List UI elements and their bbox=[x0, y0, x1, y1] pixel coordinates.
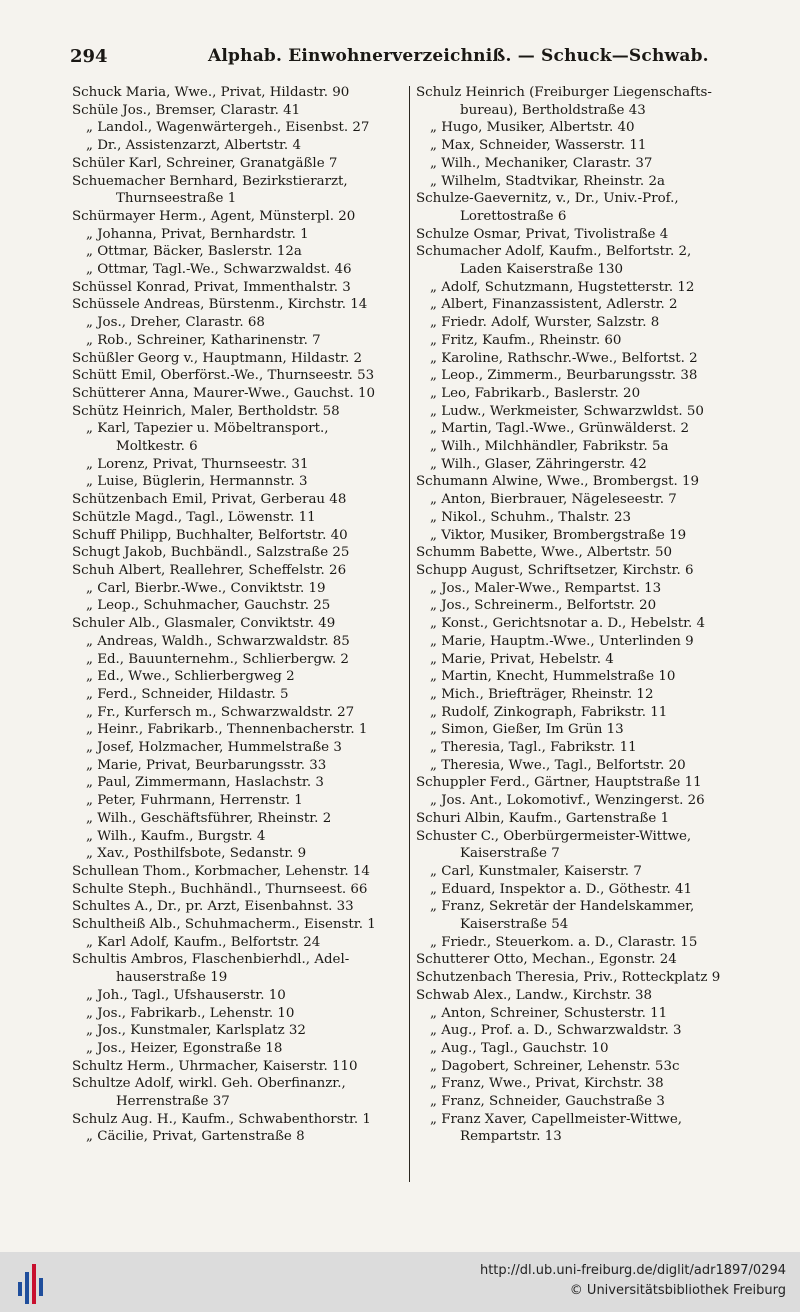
directory-entry: Kaiserstraße 7 bbox=[460, 846, 560, 862]
library-logo-icon bbox=[18, 1260, 44, 1304]
directory-entry: „ Friedr., Steuerkom. a. D., Clarastr. 15 bbox=[430, 934, 698, 950]
right-column bbox=[416, 84, 788, 1146]
directory-entry: „ Aug., Prof. a. D., Schwarzwaldstr. 3 bbox=[430, 1023, 682, 1039]
directory-entry: „ Viktor, Musiker, Brombergstraße 19 bbox=[430, 527, 687, 543]
directory-entry: „ Martin, Tagl.-Wwe., Grünwälderst. 2 bbox=[430, 421, 690, 437]
directory-entry: Schüler Karl, Schreiner, Granatgäßle 7 bbox=[72, 155, 338, 171]
directory-entry: „ Joh., Tagl., Ufshauserstr. 10 bbox=[86, 987, 286, 1003]
directory-entry: „ Adolf, Schutzmann, Hugstetterstr. 12 bbox=[430, 279, 695, 295]
directory-entry: Schultes A., Dr., pr. Arzt, Eisenbahnst. 33 bbox=[72, 899, 354, 915]
directory-entry: Schutzenbach Theresia, Priv., Rotteckplatz 9 bbox=[416, 970, 721, 986]
directory-entry: „ Jos., Kunstmaler, Karlsplatz 32 bbox=[86, 1023, 306, 1039]
directory-entry: bureau), Bertholdstraße 43 bbox=[460, 102, 646, 118]
directory-entry: Schütterer Anna, Maurer-Wwe., Gauchst. 10 bbox=[72, 385, 375, 401]
directory-entry: Herrenstraße 37 bbox=[116, 1094, 230, 1110]
directory-entry: „ Ed., Bauunternehm., Schlierbergw. 2 bbox=[86, 651, 349, 667]
directory-entry: „ Wilh., Geschäftsführer, Rheinstr. 2 bbox=[86, 810, 332, 826]
directory-entry: „ Leo, Fabrikarb., Baslerstr. 20 bbox=[430, 385, 641, 401]
directory-entry: „ Martin, Knecht, Hummelstraße 10 bbox=[430, 669, 676, 685]
directory-entry: Laden Kaiserstraße 130 bbox=[460, 262, 624, 278]
directory-entry: Moltkestr. 6 bbox=[116, 439, 198, 455]
directory-entry: „ Dagobert, Schreiner, Lehenstr. 53c bbox=[430, 1058, 680, 1074]
directory-entry: „ Leop., Schuhmacher, Gauchstr. 25 bbox=[86, 598, 331, 614]
directory-entry: „ Ed., Wwe., Schlierbergweg 2 bbox=[86, 669, 295, 685]
directory-entry: „ Andreas, Waldh., Schwarzwaldstr. 85 bbox=[86, 633, 350, 649]
directory-entry: Schumann Alwine, Wwe., Brombergst. 19 bbox=[416, 474, 700, 490]
directory-entry: Schultis Ambros, Flaschenbierhdl., Adel- bbox=[72, 952, 350, 968]
directory-entry: „ Franz Xaver, Capellmeister-Wittwe, bbox=[430, 1111, 683, 1127]
directory-entry: „ Hugo, Musiker, Albertstr. 40 bbox=[430, 120, 635, 136]
running-title: Alphab. Einwohnerverzeichniß. — Schuck—Schwab. bbox=[208, 46, 709, 66]
directory-entry: „ Leop., Zimmerm., Beurbarungsstr. 38 bbox=[430, 368, 698, 384]
directory-entry: Schütz Heinrich, Maler, Bertholdstr. 58 bbox=[72, 403, 340, 419]
directory-entry: „ Jos., Fabrikarb., Lehenstr. 10 bbox=[86, 1005, 295, 1021]
directory-entry: Kaiserstraße 54 bbox=[460, 917, 569, 933]
directory-entry: „ Karl Adolf, Kaufm., Belfortstr. 24 bbox=[86, 934, 321, 950]
directory-entry: „ Aug., Tagl., Gauchstr. 10 bbox=[430, 1040, 609, 1056]
directory-entry: „ Franz, Schneider, Gauchstraße 3 bbox=[430, 1094, 665, 1110]
directory-entry: „ Marie, Privat, Beurbarungsstr. 33 bbox=[86, 757, 327, 773]
permalink-url[interactable]: http://dl.ub.uni-freiburg.de/diglit/adr1897/0294 bbox=[479, 1263, 786, 1278]
directory-entry: „ Josef, Holzmacher, Hummelstraße 3 bbox=[86, 740, 342, 756]
directory-entry: „ Theresia, Wwe., Tagl., Belfortstr. 20 bbox=[430, 757, 686, 773]
directory-entry: „ Theresia, Tagl., Fabrikstr. 11 bbox=[430, 740, 637, 756]
directory-entry: Schürmayer Herm., Agent, Münsterpl. 20 bbox=[72, 208, 356, 224]
directory-entry: „ Jos., Maler-Wwe., Rempartst. 13 bbox=[430, 580, 662, 596]
directory-entry: Schultheiß Alb., Schuhmacherm., Eisenstr. 1 bbox=[72, 917, 376, 933]
directory-entry: Schüssel Konrad, Privat, Immenthalstr. 3 bbox=[72, 279, 351, 295]
directory-entry: „ Fritz, Kaufm., Rheinstr. 60 bbox=[430, 332, 622, 348]
directory-entry: Schütt Emil, Oberförst.-We., Thurnseestr. 53 bbox=[72, 368, 375, 384]
directory-entry: „ Albert, Finanzassistent, Adlerstr. 2 bbox=[430, 297, 678, 313]
directory-entry: Schugt Jakob, Buchbändl., Salzstraße 25 bbox=[72, 545, 350, 561]
directory-entry: Schwab Alex., Landw., Kirchstr. 38 bbox=[416, 987, 653, 1003]
directory-entry: „ Friedr. Adolf, Wurster, Salzstr. 8 bbox=[430, 315, 660, 331]
directory-entry: „ Cäcilie, Privat, Gartenstraße 8 bbox=[86, 1129, 305, 1145]
directory-entry: Schuh Albert, Reallehrer, Scheffelstr. 26 bbox=[72, 562, 347, 578]
directory-entry: „ Marie, Hauptm.-Wwe., Unterlinden 9 bbox=[430, 633, 694, 649]
directory-entry: „ Fr., Kurfersch m., Schwarzwaldstr. 27 bbox=[86, 704, 355, 720]
directory-entry: Schuff Philipp, Buchhalter, Belfortstr. 40 bbox=[72, 527, 348, 543]
directory-entry: „ Lorenz, Privat, Thurnseestr. 31 bbox=[86, 456, 309, 472]
directory-entry: „ Dr., Assistenzarzt, Albertstr. 4 bbox=[86, 138, 301, 154]
directory-entry: Schuri Albin, Kaufm., Gartenstraße 1 bbox=[416, 810, 670, 826]
directory-entry: „ Jos., Dreher, Clarastr. 68 bbox=[86, 315, 265, 331]
directory-entry: Schuler Alb., Glasmaler, Conviktstr. 49 bbox=[72, 616, 336, 632]
directory-entry: „ Max, Schneider, Wasserstr. 11 bbox=[430, 138, 647, 154]
directory-entry: „ Karl, Tapezier u. Möbeltransport., bbox=[86, 421, 329, 437]
directory-entry: „ Franz, Sekretär der Handelskammer, bbox=[430, 899, 695, 915]
directory-entry: „ Johanna, Privat, Bernhardstr. 1 bbox=[86, 226, 309, 242]
directory-entry: „ Konst., Gerichtsnotar a. D., Hebelstr. 4 bbox=[430, 616, 706, 632]
directory-entry: „ Landol., Wagenwärtergeh., Eisenbst. 27 bbox=[86, 120, 370, 136]
directory-entry: Lorettostraße 6 bbox=[460, 208, 567, 224]
directory-entry: „ Anton, Schreiner, Schusterstr. 11 bbox=[430, 1005, 668, 1021]
viewer-footer bbox=[0, 1252, 800, 1312]
page-header bbox=[70, 44, 780, 72]
page-number: 294 bbox=[70, 46, 108, 67]
directory-entry: hauserstraße 19 bbox=[116, 970, 228, 986]
directory-entry: Schulze-Gaevernitz, v., Dr., Univ.-Prof., bbox=[416, 191, 679, 207]
directory-entry: Schumacher Adolf, Kaufm., Belfortstr. 2, bbox=[416, 244, 692, 260]
left-column bbox=[72, 84, 408, 1146]
directory-entry: Rempartstr. 13 bbox=[460, 1129, 562, 1145]
directory-entry: Schützenbach Emil, Privat, Gerberau 48 bbox=[72, 492, 347, 508]
directory-entry: Schultze Adolf, wirkl. Geh. Oberfinanzr., bbox=[72, 1076, 346, 1092]
directory-entry: „ Rob., Schreiner, Katharinenstr. 7 bbox=[86, 332, 321, 348]
directory-entry: „ Heinr., Fabrikarb., Thennenbacherstr. 1 bbox=[86, 722, 368, 738]
directory-entry: „ Wilh., Mechaniker, Clarastr. 37 bbox=[430, 155, 653, 171]
directory-entry: „ Eduard, Inspektor a. D., Göthestr. 41 bbox=[430, 881, 693, 897]
directory-entry: Schupp August, Schriftsetzer, Kirchstr. 6 bbox=[416, 562, 694, 578]
directory-entry: „ Peter, Fuhrmann, Herrenstr. 1 bbox=[86, 793, 303, 809]
directory-entry: Schumm Babette, Wwe., Albertstr. 50 bbox=[416, 545, 672, 561]
directory-entry: „ Wilh., Glaser, Zähringerstr. 42 bbox=[430, 456, 647, 472]
directory-entry: Schulz Heinrich (Freiburger Liegenschafts- bbox=[416, 85, 712, 100]
directory-entry: „ Wilh., Kaufm., Burgstr. 4 bbox=[86, 828, 266, 844]
directory-entry: Schuppler Ferd., Gärtner, Hauptstraße 11 bbox=[416, 775, 702, 791]
directory-entry: „ Ottmar, Tagl.-We., Schwarzwaldst. 46 bbox=[86, 262, 352, 278]
directory-entry: „ Marie, Privat, Hebelstr. 4 bbox=[430, 651, 614, 667]
directory-entry: „ Wilh., Milchhändler, Fabrikstr. 5a bbox=[430, 439, 669, 455]
directory-entry: Schüssele Andreas, Bürstenm., Kirchstr. 14 bbox=[72, 297, 368, 313]
directory-entry: Schüßler Georg v., Hauptmann, Hildastr. 2 bbox=[72, 350, 363, 366]
directory-entry: „ Anton, Bierbrauer, Nägeleseestr. 7 bbox=[430, 492, 677, 508]
directory-entry: „ Rudolf, Zinkograph, Fabrikstr. 11 bbox=[430, 704, 668, 720]
directory-entry: „ Ottmar, Bäcker, Baslerstr. 12a bbox=[86, 244, 302, 260]
directory-entry: „ Ludw., Werkmeister, Schwarzwldst. 50 bbox=[430, 403, 704, 419]
directory-entry: „ Wilhelm, Stadtvikar, Rheinstr. 2a bbox=[430, 173, 665, 189]
directory-entry: „ Xav., Posthilfsbote, Sedanstr. 9 bbox=[86, 846, 307, 862]
column-divider bbox=[409, 86, 410, 1182]
directory-entry: Schulze Osmar, Privat, Tivolistraße 4 bbox=[416, 226, 669, 242]
directory-entry: „ Franz, Wwe., Privat, Kirchstr. 38 bbox=[430, 1076, 664, 1092]
directory-entry: Schullean Thom., Korbmacher, Lehenstr. 14 bbox=[72, 863, 370, 879]
directory-entry: Schulte Steph., Buchhändl., Thurnseest. 66 bbox=[72, 881, 368, 897]
directory-entry: Schutterer Otto, Mechan., Egonstr. 24 bbox=[416, 952, 677, 968]
directory-entry: Schützle Magd., Tagl., Löwenstr. 11 bbox=[72, 509, 316, 525]
directory-entry: „ Karoline, Rathschr.-Wwe., Belfortst. 2 bbox=[430, 350, 698, 366]
directory-entry: „ Paul, Zimmermann, Haslachstr. 3 bbox=[86, 775, 324, 791]
directory-entry: „ Nikol., Schuhm., Thalstr. 23 bbox=[430, 509, 631, 525]
directory-entry: „ Ferd., Schneider, Hildastr. 5 bbox=[86, 686, 289, 702]
directory-entry: „ Luise, Büglerin, Hermannstr. 3 bbox=[86, 474, 308, 490]
directory-entry: „ Simon, Gießer, Im Grün 13 bbox=[430, 722, 624, 738]
directory-entry: Schuck Maria, Wwe., Privat, Hildastr. 90 bbox=[72, 85, 350, 100]
directory-entry: „ Mich., Briefträger, Rheinstr. 12 bbox=[430, 686, 654, 702]
directory-entry: Schultz Herm., Uhrmacher, Kaiserstr. 110 bbox=[72, 1058, 358, 1074]
directory-entry: Schulz Aug. H., Kaufm., Schwabenthorstr. 1 bbox=[72, 1111, 371, 1127]
directory-entry: „ Carl, Bierbr.-Wwe., Conviktstr. 19 bbox=[86, 580, 326, 596]
directory-entry: Schuemacher Bernhard, Bezirkstierarzt, bbox=[72, 173, 348, 189]
directory-entry: Thurnseestraße 1 bbox=[116, 191, 237, 207]
directory-entry: „ Carl, Kunstmaler, Kaiserstr. 7 bbox=[430, 863, 642, 879]
copyright-notice: © Universitätsbibliothek Freiburg bbox=[569, 1283, 786, 1298]
directory-entry: „ Jos. Ant., Lokomotivf., Wenzingerst. 26 bbox=[430, 793, 705, 809]
directory-entry: Schuster C., Oberbürgermeister-Wittwe, bbox=[416, 828, 692, 844]
directory-entry: „ Jos., Heizer, Egonstraße 18 bbox=[86, 1040, 283, 1056]
directory-entry: „ Jos., Schreinerm., Belfortstr. 20 bbox=[430, 598, 657, 614]
directory-entry: Schüle Jos., Bremser, Clarastr. 41 bbox=[72, 102, 301, 118]
